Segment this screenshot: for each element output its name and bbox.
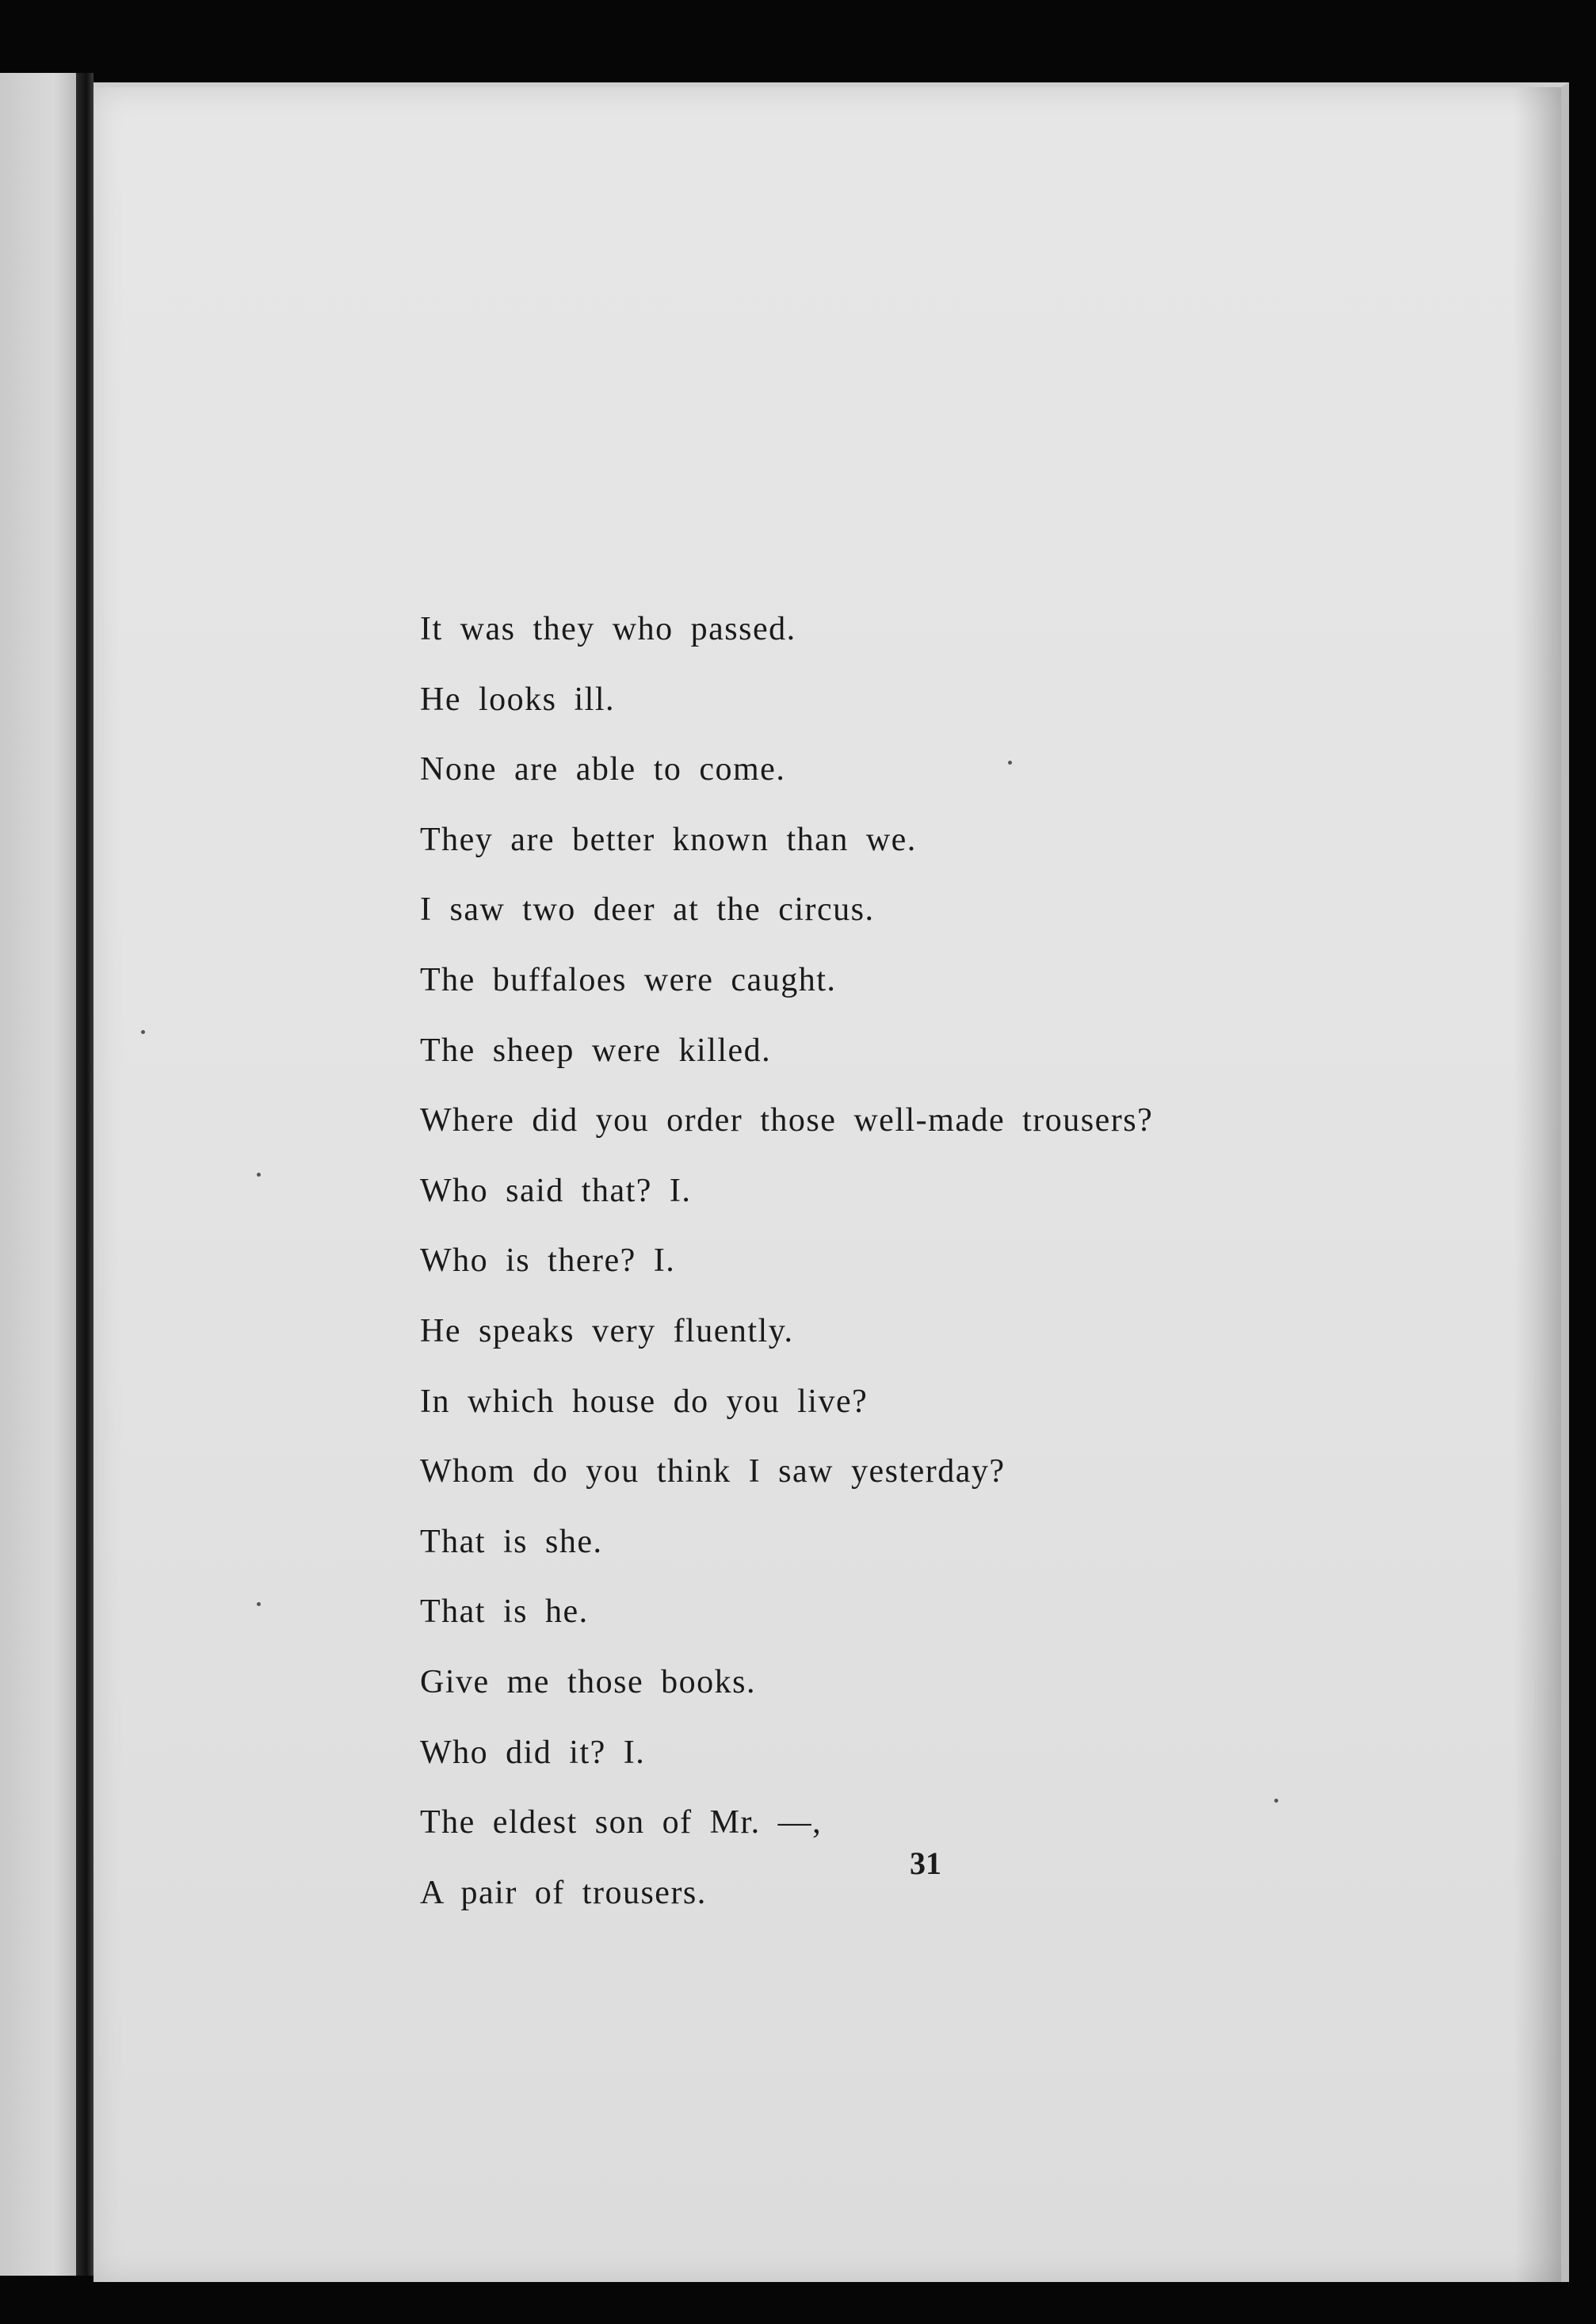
sentence-line: In which house do you live? (420, 1383, 869, 1420)
book-spine (76, 73, 94, 2276)
page-edge-shadow (1514, 87, 1561, 2282)
sentence-line: The sheep were killed. (420, 1032, 772, 1069)
scan-speck (257, 1173, 261, 1177)
scan-speck (1008, 761, 1012, 765)
sentence-line: They are better known than we. (420, 821, 917, 858)
sentence-line: Who did it? I. (420, 1734, 646, 1771)
sentence-line: Whom do you think I saw yesterday? (420, 1453, 1006, 1490)
scan-speck (1274, 1799, 1278, 1803)
page-31 (94, 82, 1569, 2282)
sentence-line: The buffaloes were caught. (420, 961, 837, 998)
sentence-line: None are able to come. (420, 751, 786, 788)
sentence-line: That is he. (420, 1593, 589, 1631)
facing-page-edge (0, 73, 76, 2276)
scan-speck (141, 1030, 145, 1034)
sentence-line: He speaks very fluently. (420, 1312, 794, 1349)
scan-speck (257, 1602, 261, 1606)
sentence-line: A pair of trousers. (420, 1874, 707, 1911)
sentence-line: I saw two deer at the circus. (420, 891, 875, 929)
page-number: 31 (910, 1845, 941, 1881)
sentence-line: The eldest son of Mr. —, (420, 1804, 823, 1841)
sentence-line: Who said that? I. (420, 1172, 692, 1209)
sentence-line: Where did you order those well-made trousers? (420, 1102, 1154, 1139)
sentence-line: Give me those books. (420, 1663, 756, 1700)
sentence-line: That is she. (420, 1523, 603, 1560)
sentence-line: Who is there? I. (420, 1242, 676, 1280)
sentence-list (420, 594, 1450, 1928)
sentence-line: He looks ill. (420, 681, 615, 718)
sentence-line: It was they who passed. (420, 611, 796, 647)
